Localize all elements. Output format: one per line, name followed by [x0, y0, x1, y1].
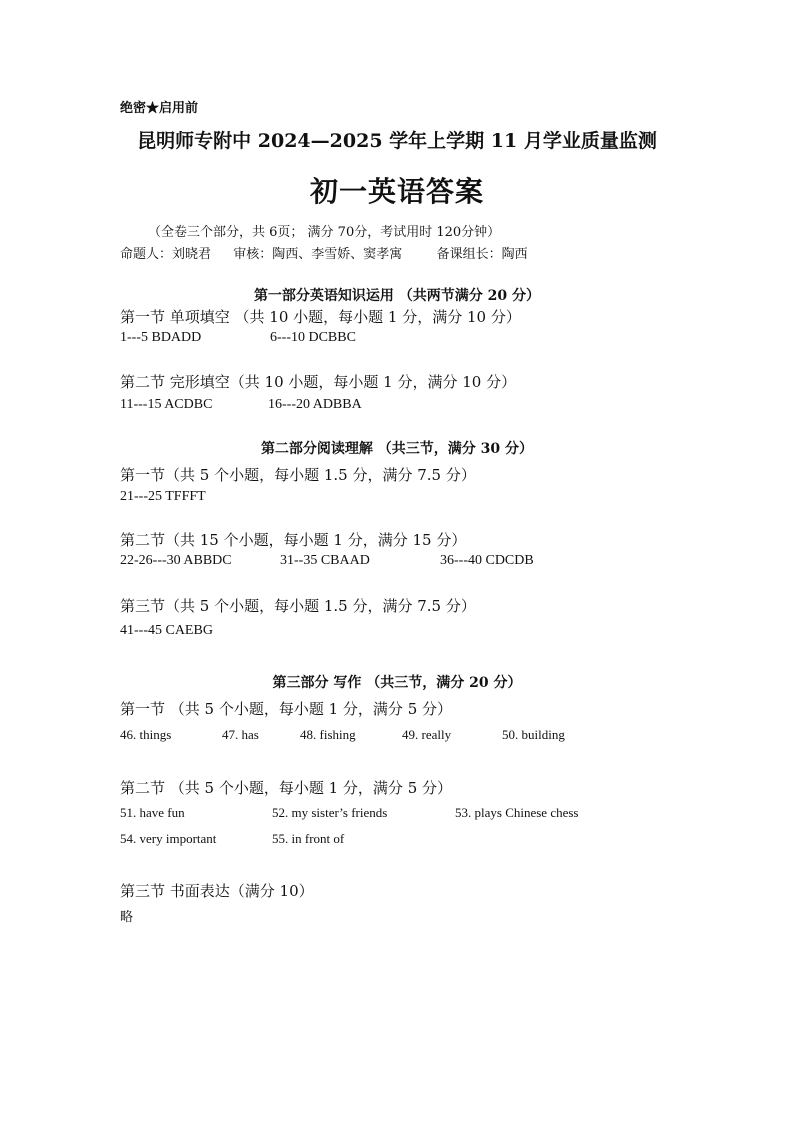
answer-item: 50. building [502, 727, 565, 742]
part3-sec3-heading: 第三节 书面表达（满分 10） [120, 882, 314, 900]
answer-group: 6---10 DCBBC [270, 330, 356, 345]
answer-item: 48. fishing [300, 727, 356, 742]
answer-item: 52. my sister’s friends [272, 805, 388, 820]
answer-group: 16---20 ADBBA [268, 397, 362, 412]
part2-sec3-heading: 第三节（共 5 个小题，每小题 1.5 分，满分 7.5 分） [120, 597, 476, 615]
author-label: 命题人：刘晓君 [120, 247, 212, 262]
part3-sec1-heading: 第一节 （共 5 个小题，每小题 1 分，满分 5 分） [120, 700, 453, 718]
part2-sec2-heading: 第二节（共 15 个小题，每小题 1 分，满分 15 分） [120, 531, 467, 549]
confidential-label: 绝密★启用前 [120, 101, 199, 116]
staff-line [120, 243, 528, 262]
answer-item: 55. in front of [272, 831, 345, 846]
answer-item: 47. has [222, 727, 259, 742]
document-title: 初一英语答案 [309, 175, 484, 208]
writing-answer: 略 [120, 910, 134, 925]
answer-item: 46. things [120, 727, 172, 742]
part3-title: 第三部分 写作 （共三节，满分 20 分） [272, 675, 522, 691]
answer-item: 54. very important [120, 831, 217, 846]
group-leader-label: 备课组长：陶西 [436, 247, 528, 262]
answer-group: 31--35 CBAAD [280, 553, 370, 568]
part2-sec1-heading: 第一节（共 5 个小题，每小题 1.5 分，满分 7.5 分） [120, 466, 476, 484]
part3-sec2-heading: 第二节 （共 5 个小题，每小题 1 分，满分 5 分） [120, 779, 453, 797]
answer-group: 21---25 TFFFT [120, 489, 206, 504]
exam-info-line: （全卷三个部分，共 6页； 满分 70分，考试用时 120分钟） [148, 225, 501, 240]
part2-title: 第二部分阅读理解 （共三节，满分 30 分） [260, 441, 534, 457]
part1-sec1-heading: 第一节 单项填空 （共 10 小题，每小题 1 分，满分 10 分） [120, 308, 521, 326]
part1-title: 第一部分英语知识运用 （共两节满分 20 分） [253, 288, 541, 304]
answer-group: 1---5 BDADD [120, 330, 202, 345]
answer-group: 41---45 CAEBG [120, 623, 213, 638]
answer-group: 22-26---30 ABBDC [120, 553, 232, 568]
answer-group: 11---15 ACDBC [120, 397, 213, 412]
reviewers-label: 审核：陶西、李雪娇、窦孝寓 [233, 247, 403, 262]
answer-item: 53. plays Chinese chess [455, 805, 579, 820]
answer-item: 51. have fun [120, 805, 185, 820]
part1-sec2-heading: 第二节 完形填空（共 10 小题，每小题 1 分，满分 10 分） [120, 373, 517, 391]
answer-group: 36---40 CDCDB [440, 553, 534, 568]
exam-school-heading: 昆明师专附中 2024—2025 学年上学期 11 月学业质量监测 [137, 130, 657, 152]
answer-item: 49. really [402, 727, 452, 742]
